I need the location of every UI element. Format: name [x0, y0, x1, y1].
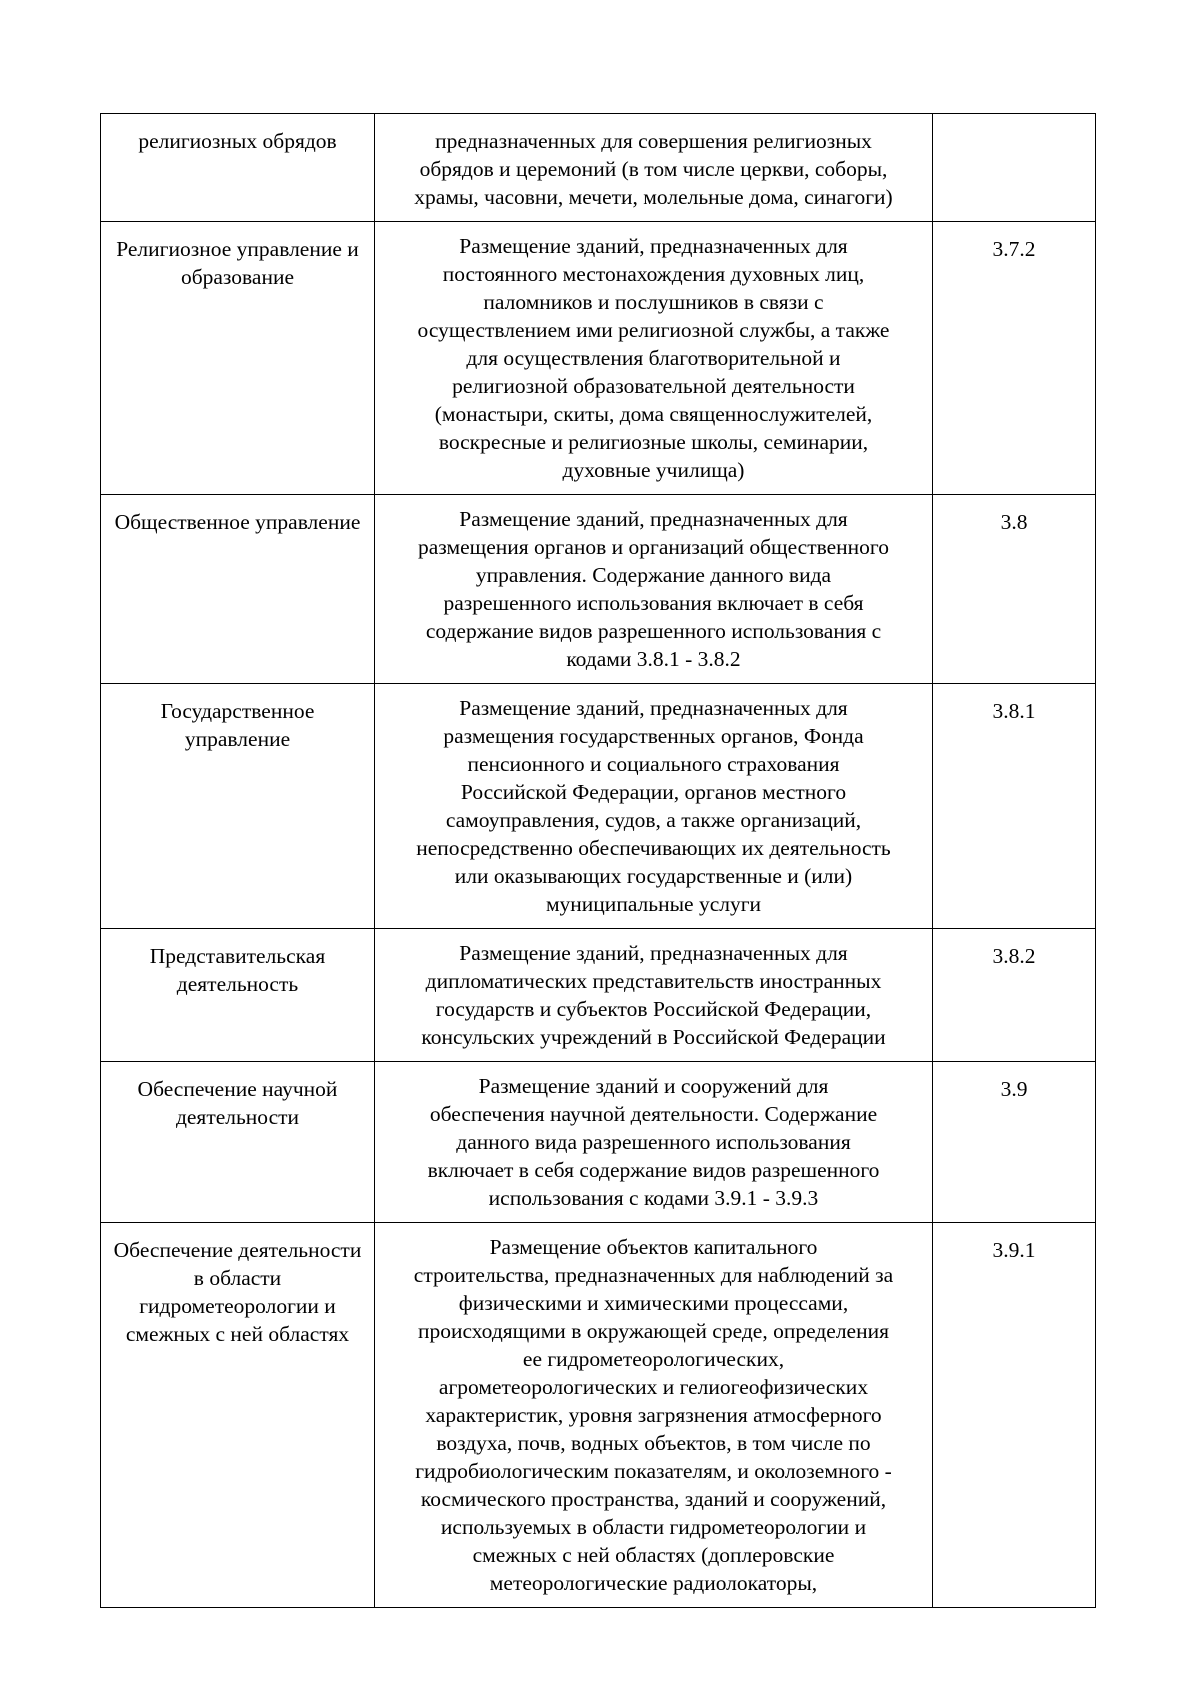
description-line: государств и субъектов Российской Федерации,: [435, 997, 872, 1021]
description-line: воскресные и религиозные школы, семинарии,: [438, 430, 869, 454]
use-type-code: 3.8.1: [933, 684, 1096, 929]
description-line: разрешенного использования включает в себя: [443, 591, 864, 615]
description-line: используемых в области гидрометеорологии и: [440, 1515, 867, 1539]
use-type-code: 3.9.1: [933, 1223, 1096, 1608]
use-type-code: 3.9: [933, 1062, 1096, 1223]
table-row: [101, 222, 1096, 495]
use-type-name: Обеспечение деятельности в области гидрометеорологии и смежных с ней областях: [101, 1223, 375, 1608]
use-type-description: [375, 495, 933, 684]
description-line: Размещение зданий, предназначенных для: [459, 696, 848, 720]
description-line: религиозной образовательной деятельности: [452, 374, 855, 398]
description-line: обеспечения научной деятельности. Содержание: [429, 1102, 878, 1126]
use-type-name: Государственное управление: [101, 684, 375, 929]
use-type-description: [375, 1062, 933, 1223]
description-line: размещения органов и организаций общественного: [418, 535, 889, 559]
description-line: смежных с ней областях (доплеровские: [472, 1543, 835, 1567]
description-line: происходящими в окружающей среде, определения: [417, 1319, 889, 1343]
table-body: [101, 114, 1096, 1608]
description-line: метеорологические радиолокаторы,: [489, 1571, 818, 1595]
description-line: паломников и послушников в связи с: [483, 290, 824, 314]
use-type-name: Религиозное управление и образование: [101, 222, 375, 495]
use-type-description: [375, 114, 933, 222]
use-type-name: Представительская деятельность: [101, 929, 375, 1062]
description-line: для осуществления благотворительной и: [466, 346, 841, 370]
land-use-table: [100, 113, 1096, 1608]
use-type-description: [375, 684, 933, 929]
use-type-name: Общественное управление: [101, 495, 375, 684]
description-line: постоянного местонахождения духовных лиц,: [442, 262, 865, 286]
use-type-name: религиозных обрядов: [101, 114, 375, 222]
description-line: (монастыри, скиты, дома священнослужителей,: [434, 402, 873, 426]
description-line: обрядов и церемоний (в том числе церкви, соборы,: [419, 157, 888, 181]
description-line: храмы, часовни, мечети, молельные дома, синагоги): [414, 185, 893, 209]
description-line: Размещение объектов капитального: [489, 1235, 818, 1259]
description-line: агрометеорологических и гелиогеофизических: [438, 1375, 869, 1399]
description-line: содержание видов разрешенного использования с: [425, 619, 882, 643]
description-line: Российской Федерации, органов местного: [460, 780, 847, 804]
use-type-code: 3.7.2: [933, 222, 1096, 495]
table-row: [101, 929, 1096, 1062]
description-line: физическими и химическими процессами,: [458, 1291, 849, 1315]
description-line: муниципальные услуги: [545, 892, 762, 916]
description-line: осуществлением ими религиозной службы, а также: [417, 318, 890, 342]
description-line: дипломатических представительств иностранных: [425, 969, 882, 993]
description-line: космического пространства, зданий и сооружений,: [420, 1487, 887, 1511]
table-row: [101, 114, 1096, 222]
description-line: пенсионного и социального страхования: [467, 752, 840, 776]
description-line: характеристик, уровня загрязнения атмосферного: [425, 1403, 882, 1427]
description-line: предназначенных для совершения религиозных: [435, 129, 872, 153]
table-row: [101, 495, 1096, 684]
description-line: размещения государственных органов, Фонда: [443, 724, 864, 748]
description-line: Размещение зданий, предназначенных для: [459, 941, 848, 965]
description-line: гидробиологическим показателям, и околоземного -: [415, 1459, 892, 1483]
table-row: [101, 1223, 1096, 1608]
use-type-code: 3.8: [933, 495, 1096, 684]
description-line: духовные училища): [562, 458, 745, 482]
description-line: непосредственно обеспечивающих их деятельность: [416, 836, 891, 860]
use-type-description: [375, 929, 933, 1062]
description-line: или оказывающих государственные и (или): [454, 864, 853, 888]
description-line: кодами 3.8.1 - 3.8.2: [566, 647, 741, 671]
description-line: Размещение зданий, предназначенных для: [459, 507, 848, 531]
description-line: данного вида разрешенного использования: [456, 1130, 851, 1154]
description-line: самоуправления, судов, а также организаций,: [445, 808, 862, 832]
use-type-code: 3.8.2: [933, 929, 1096, 1062]
description-line: включает в себя содержание видов разрешенного: [427, 1158, 880, 1182]
description-line: использования с кодами 3.9.1 - 3.9.3: [488, 1186, 819, 1210]
description-line: Размещение зданий, предназначенных для: [459, 234, 848, 258]
use-type-code: [933, 114, 1096, 222]
description-line: воздуха, почв, водных объектов, в том числе по: [436, 1431, 871, 1455]
description-line: Размещение зданий и сооружений для: [478, 1074, 829, 1098]
description-line: управления. Содержание данного вида: [475, 563, 832, 587]
table-row: [101, 684, 1096, 929]
description-line: ее гидрометеорологических,: [522, 1347, 785, 1371]
use-type-name: Обеспечение научной деятельности: [101, 1062, 375, 1223]
description-line: консульских учреждений в Российской Федерации: [421, 1025, 886, 1049]
description-line: строительства, предназначенных для наблюдений за: [413, 1263, 894, 1287]
use-type-description: [375, 1223, 933, 1608]
use-type-description: [375, 222, 933, 495]
table-row: [101, 1062, 1096, 1223]
